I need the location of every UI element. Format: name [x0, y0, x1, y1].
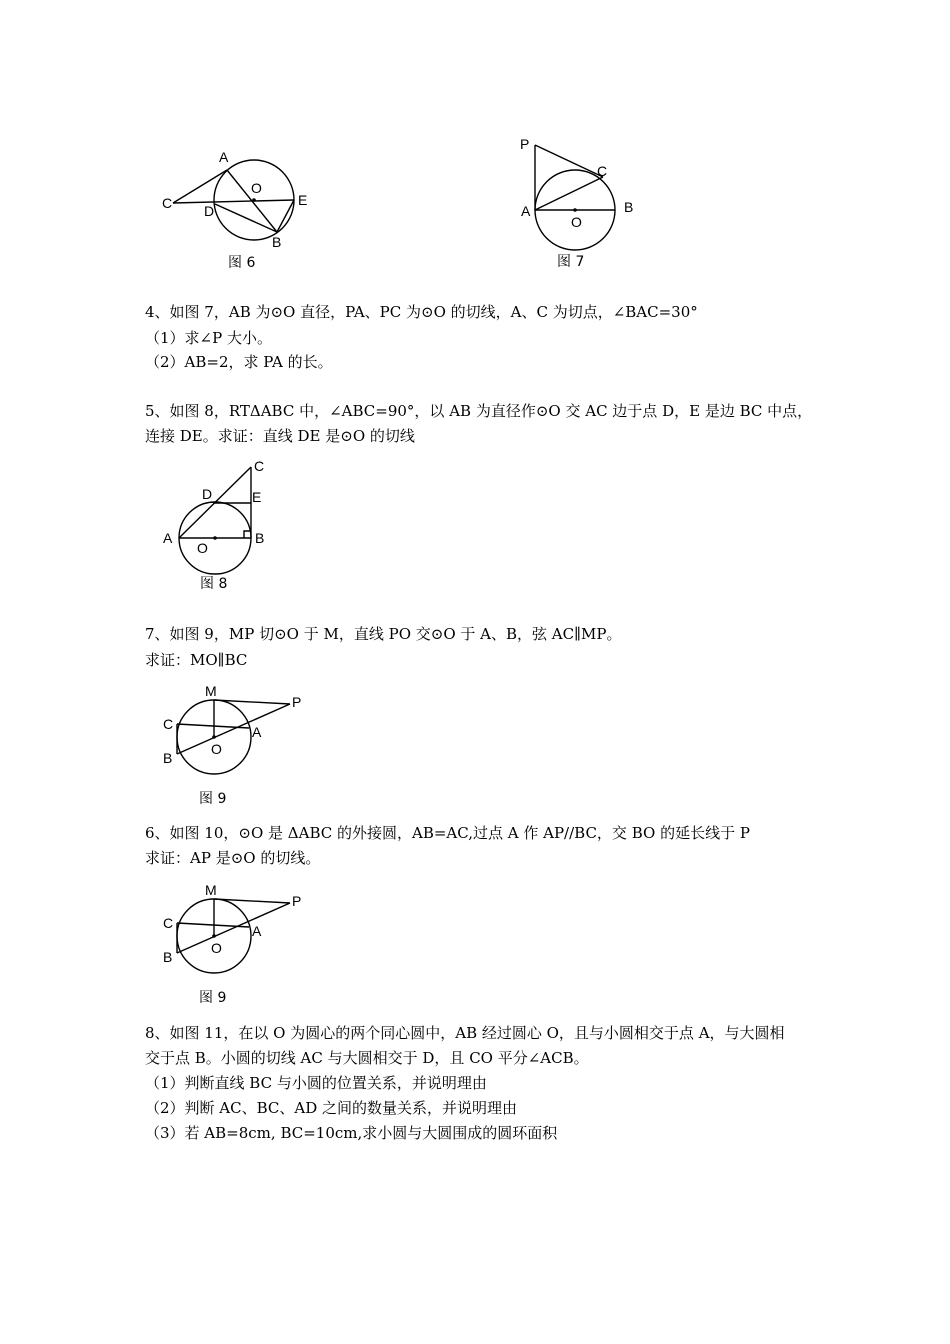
- problem-4-line-1: 4、如图 7，AB 为⊙O 直径，PA、PC 为⊙O 的切线，A、C 为切点，∠BAC=30°: [145, 303, 698, 321]
- problem-4-line-2: （1）求∠P 大小。: [145, 329, 272, 347]
- label-b: B: [624, 199, 634, 215]
- center-point: [573, 208, 577, 212]
- label-m: M: [205, 683, 217, 699]
- problem-8-line-1: 8、如图 11，在以 O 为圆心的两个同心圆中，AB 经过圆心 O，且与小圆相交于点 A，与大圆相: [145, 1024, 785, 1042]
- figure-6-diagram: [155, 140, 325, 275]
- label-o: O: [251, 180, 262, 196]
- figure-9-diagram: [155, 680, 315, 810]
- figure-9-repeat-diagram: [155, 879, 315, 1009]
- segment-ca: [173, 170, 227, 203]
- center-point: [212, 934, 216, 938]
- label-b: B: [272, 234, 282, 250]
- label-a: A: [252, 724, 262, 740]
- label-e: E: [298, 192, 308, 208]
- problem-5-line-2: 连接 DE。求证：直线 DE 是⊙O 的切线: [145, 427, 415, 445]
- figure-6: [155, 140, 325, 275]
- label-o: O: [211, 940, 222, 956]
- label-b: B: [255, 530, 265, 546]
- figure-7-diagram: [510, 130, 660, 275]
- problem-7-line-2: 求证：MO∥BC: [145, 651, 248, 669]
- problem-8-line-5: （3）若 AB=8cm, BC=10cm,求小圆与大圆围成的圆环面积: [145, 1124, 558, 1142]
- figure-7: [510, 130, 660, 275]
- problem-6-line-1: 6、如图 10，⊙O 是 ΔABC 的外接圆，AB=AC,过点 A 作 AP//BC，交 BO 的延长线于 P: [145, 824, 750, 842]
- label-d: D: [204, 203, 215, 219]
- label-b: B: [163, 949, 173, 965]
- label-o: O: [197, 540, 208, 556]
- label-a: A: [219, 149, 229, 165]
- problem-6-line-2: 求证：AP 是⊙O 的切线。: [145, 849, 321, 867]
- figure-caption: 图 9: [199, 990, 227, 1006]
- center-point: [252, 198, 256, 202]
- figure-caption: 图 7: [557, 254, 585, 270]
- center-point: [213, 536, 217, 540]
- label-b: B: [163, 750, 173, 766]
- label-c: C: [163, 915, 174, 931]
- problem-8-line-4: （2）判断 AC、BC、AD 之间的数量关系，并说明理由: [145, 1099, 518, 1117]
- segment-bp: [177, 704, 290, 754]
- segment-ac: [535, 177, 603, 210]
- segment-be: [277, 200, 294, 232]
- label-p: P: [292, 694, 302, 710]
- segment-ca: [177, 724, 249, 728]
- figure-8-diagram: [155, 455, 275, 595]
- label-c: C: [163, 716, 174, 732]
- problem-7-line-1: 7、如图 9，MP 切⊙O 于 M，直线 PO 交⊙O 于 A、B，弦 AC∥MP。: [145, 625, 622, 643]
- label-p: P: [292, 893, 302, 909]
- label-d: D: [202, 486, 213, 502]
- figure-caption: 图 9: [199, 791, 227, 807]
- problem-8-line-3: （1）判断直线 BC 与小圆的位置关系，并说明理由: [145, 1074, 487, 1092]
- label-c: C: [597, 163, 608, 179]
- problem-8-line-2: 交于点 B。小圆的切线 AC 与大圆相交于 D，且 CO 平分∠ACB。: [145, 1049, 589, 1067]
- figure-caption: 图 8: [200, 576, 228, 592]
- label-p: P: [520, 136, 530, 152]
- label-o: O: [211, 741, 222, 757]
- label-a: A: [521, 203, 531, 219]
- label-a: A: [252, 923, 262, 939]
- label-a: A: [163, 530, 173, 546]
- segment-ce: [173, 200, 294, 203]
- problem-5-line-1: 5、如图 8，RTΔABC 中，∠ABC=90°，以 AB 为直径作⊙O 交 AC 边于点 D，E 是边 BC 中点，: [145, 402, 813, 420]
- figure-9: [155, 680, 315, 810]
- figure-9-repeat: [155, 879, 315, 1009]
- label-m: M: [205, 882, 217, 898]
- label-e: E: [252, 489, 262, 505]
- figure-8: [155, 455, 275, 595]
- label-c: C: [162, 195, 173, 211]
- figure-caption: 图 6: [228, 255, 256, 271]
- segment-bp: [177, 903, 290, 953]
- segment-pc: [535, 145, 603, 177]
- label-o: O: [571, 214, 582, 230]
- center-point: [212, 735, 216, 739]
- problem-4-line-3: （2）AB=2，求 PA 的长。: [145, 353, 333, 371]
- segment-ca: [177, 923, 249, 927]
- label-c: C: [254, 458, 265, 474]
